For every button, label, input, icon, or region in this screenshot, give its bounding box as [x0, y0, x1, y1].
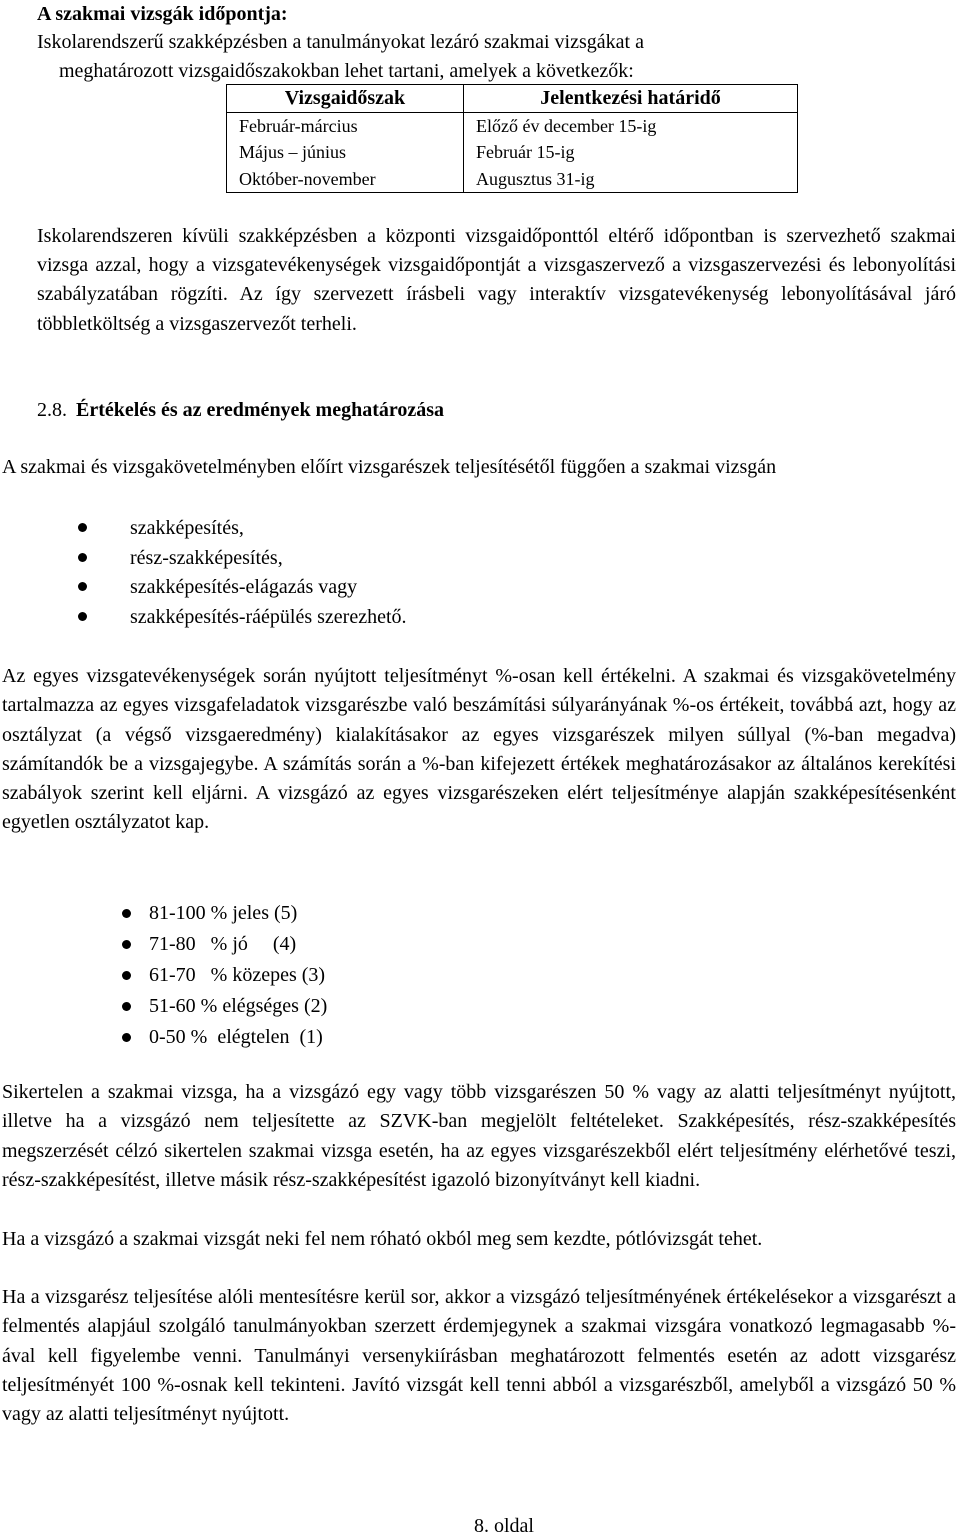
list-item	[130, 544, 407, 574]
list-item	[149, 898, 327, 929]
list-item-text: 0-50 % elégtelen (1)	[149, 1026, 323, 1048]
list-item-text: szakképesítés-ráépülés szerezhető.	[130, 605, 407, 628]
bullet-icon	[78, 523, 87, 532]
bullet-icon	[122, 909, 131, 918]
list-item	[130, 603, 407, 633]
list-item-text: szakképesítés,	[130, 517, 244, 539]
list-item	[149, 929, 327, 960]
bullet-icon	[78, 553, 87, 562]
intro-line-1: Iskolarendszerű szakképzésben a tanulmányokat lezáró szakmai vizsgákat a	[37, 31, 644, 53]
list-item	[149, 960, 327, 991]
table-cell-deadline: Augusztus 31-ig	[464, 166, 798, 193]
intro-paragraph	[37, 28, 956, 85]
table-cell-period: Február-március	[227, 112, 464, 139]
paragraph-makeup-exam: Ha a vizsgázó a szakmai vizsgát neki fel nem róható okból meg sem kezdte, pótlóvizsgát tehet.	[2, 1228, 763, 1250]
subsection-number: 2.8.	[37, 399, 67, 421]
table-row	[227, 139, 798, 166]
paragraph-failed-exam: Sikertelen a szakmai vizsga, ha a vizsgázó egy vagy több vizsgarészen 50 % vagy az alatti teljesítményt nyújtott, illetve ha a vizsgázó nem teljesítette az SZVK-ban megjelölt feltételeket. Szakképesítés, rész-szakképesítés megszerzését célzó sikertelen szakmai vizsga esetén, ha az egyes vizsgarészekből elért teljesítmény elérhetővé teszi, rész-szakképesítést, illetve másik rész-szakképesítést igazoló bizonyítványt kell kiadni.	[2, 1081, 956, 1192]
list-item	[149, 1022, 327, 1053]
paragraph-external-training: Iskolarendszeren kívüli szakképzésben a központi vizsgaidőponttól eltérő időpontban is szervezhető szakmai vizsga azzal, hogy a vizsgatevékenységek vizsgaidőpontját a vizsgaszervező a vizsgaszervezési és lebonyolítási szabályzatában rögzíti. Az így szervezett írásbeli vagy interaktív vizsgatevékenység lebonyolításával járó többletköltség a vizsgaszervezőt terheli.	[37, 225, 956, 335]
list-item-text: rész-szakképesítés,	[130, 546, 283, 569]
column-header-period: Vizsgaidőszak	[227, 85, 464, 113]
bullet-icon	[122, 940, 131, 949]
subsection-heading: Értékelés és az eredmények meghatározása	[76, 399, 445, 421]
table-row	[227, 112, 798, 139]
list-item	[130, 514, 407, 544]
page-number: 8. oldal	[474, 1515, 534, 1537]
grade-scale-list	[149, 898, 327, 1053]
list-item-text: 51-60 % elégséges (2)	[149, 995, 328, 1017]
intro-line-2: meghatározott vizsgaidőszakokban lehet tartani, amelyek a következők:	[59, 59, 634, 82]
paragraph-exemption: Ha a vizsgarész teljesítése alóli mentesítésre kerül sor, akkor a vizsgázó teljesítményének értékelésekor a vizsgarészt a felmentés alapjául szolgáló tanulmányokban szerzett érdemjegynek a szakmai vizsgára vonatkozó legmagasabb %-ával kell figyelembe venni. Tanulmányi versenykiírásban meghatározott felmentés esetén az adott vizsgarész teljesítményét 100 %-osnak kell tekinteni. Javító vizsgát kell tenni abból a vizsgarészből, amelyből a vizsgázó 50 % vagy az alatti teljesítményt nyújtott.	[2, 1286, 956, 1426]
qualification-list	[130, 514, 407, 632]
list-item-text: 71-80 % jó (4)	[149, 933, 297, 955]
paragraph-evaluation-intro: A szakmai és vizsgakövetelményben előírt vizsgarészek teljesítésétől függően a szakmai vizsgán	[2, 456, 777, 478]
column-header-deadline: Jelentkezési határidő	[464, 85, 798, 113]
list-item	[130, 573, 407, 603]
bullet-icon	[122, 1002, 131, 1011]
table-cell-deadline: Február 15-ig	[464, 139, 798, 166]
bullet-icon	[78, 612, 87, 621]
bullet-icon	[78, 582, 87, 591]
section-heading: A szakmai vizsgák időpontja:	[37, 3, 288, 25]
table-header-row	[227, 85, 798, 113]
list-item-text: 61-70 % közepes (3)	[149, 964, 326, 986]
subsection-title	[37, 396, 444, 425]
bullet-icon	[122, 1033, 131, 1042]
list-item	[149, 991, 327, 1022]
bullet-icon	[122, 971, 131, 980]
table-cell-period: Május – június	[227, 139, 464, 166]
list-item-text: 81-100 % jeles (5)	[149, 902, 298, 924]
table-row	[227, 166, 798, 193]
list-item-text: szakképesítés-elágazás vagy	[130, 576, 358, 598]
table-cell-deadline: Előző év december 15-ig	[464, 112, 798, 139]
paragraph-percent-evaluation: Az egyes vizsgatevékenységek során nyújtott teljesítményt %-osan kell értékelni. A szakmai és vizsgakövetelmény tartalmazza az egyes vizsgafeladatok vizsgarészbe való beszámítási súlyarányának %-os értékeit, továbbá azt, hogy az osztályzat (a végső vizsgaeredmény) kialakításakor az egyes vizsgarészek milyen súllyal (%-ban megadva) számítandók be a vizsgajegybe. A számítás során a %-ban kifejezett értékek meghatározásakor az általános kerekítési szabályok szerint kell eljárni. A vizsgázó az egyes vizsgarészeken elért teljesítménye alapján szakképesítésenként egyetlen osztályzatot kap.	[2, 665, 956, 834]
exam-schedule-table	[226, 84, 798, 193]
table-cell-period: Október-november	[227, 166, 464, 193]
